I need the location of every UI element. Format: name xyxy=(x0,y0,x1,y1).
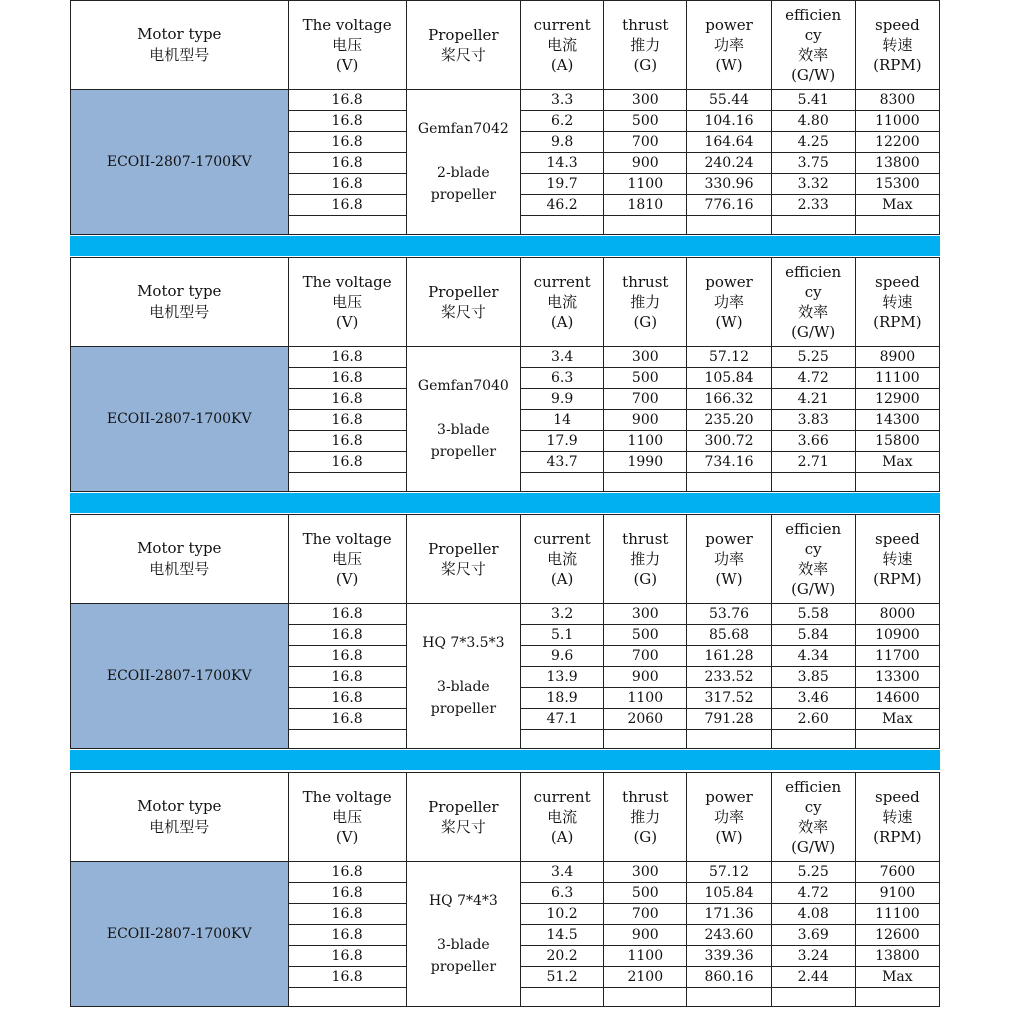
table-row xyxy=(71,862,940,883)
voltage-cell: 16.8 xyxy=(288,688,406,709)
thrust-cell: 500 xyxy=(604,625,687,646)
thrust-cell: 1990 xyxy=(604,452,687,473)
empty-cell xyxy=(288,730,406,749)
header-row xyxy=(71,773,940,862)
speed-cell: 8000 xyxy=(855,604,939,625)
thrust-cell: 700 xyxy=(604,132,687,153)
power-cell: 240.24 xyxy=(687,153,771,174)
header-power: power 功率 (W) xyxy=(687,258,771,347)
propeller-cell: Gemfan7040 3-blade propeller xyxy=(406,347,520,492)
voltage-cell: 16.8 xyxy=(288,904,406,925)
power-cell: 85.68 xyxy=(687,625,771,646)
efficiency-cell: 5.25 xyxy=(771,347,855,368)
header-voltage: The voltage 电压 (V) xyxy=(288,773,406,862)
thrust-cell: 1100 xyxy=(604,688,687,709)
voltage-cell: 16.8 xyxy=(288,153,406,174)
speed-cell: Max xyxy=(855,195,939,216)
current-cell: 3.4 xyxy=(521,862,604,883)
header-efficiency: efficien cy 效率 (G/W) xyxy=(771,515,855,604)
speed-cell: 12600 xyxy=(855,925,939,946)
voltage-cell: 16.8 xyxy=(288,883,406,904)
efficiency-cell: 2.33 xyxy=(771,195,855,216)
header-row xyxy=(71,258,940,347)
thrust-cell: 500 xyxy=(604,368,687,389)
voltage-cell: 16.8 xyxy=(288,625,406,646)
voltage-cell: 16.8 xyxy=(288,132,406,153)
empty-cell xyxy=(771,216,855,235)
header-current: current 电流 (A) xyxy=(521,515,604,604)
empty-cell xyxy=(288,473,406,492)
speed-cell: 11100 xyxy=(855,904,939,925)
voltage-cell: 16.8 xyxy=(288,195,406,216)
efficiency-cell: 5.41 xyxy=(771,90,855,111)
empty-cell xyxy=(604,216,687,235)
current-cell: 47.1 xyxy=(521,709,604,730)
efficiency-cell: 3.46 xyxy=(771,688,855,709)
table-row xyxy=(71,347,940,368)
header-current: current 电流 (A) xyxy=(521,258,604,347)
efficiency-cell: 2.71 xyxy=(771,452,855,473)
table-row xyxy=(71,90,940,111)
power-cell: 166.32 xyxy=(687,389,771,410)
voltage-cell: 16.8 xyxy=(288,709,406,730)
efficiency-cell: 3.83 xyxy=(771,410,855,431)
speed-cell: 11700 xyxy=(855,646,939,667)
power-cell: 57.12 xyxy=(687,862,771,883)
empty-cell xyxy=(771,473,855,492)
efficiency-cell: 3.66 xyxy=(771,431,855,452)
thrust-cell: 1100 xyxy=(604,174,687,195)
efficiency-cell: 3.69 xyxy=(771,925,855,946)
voltage-cell: 16.8 xyxy=(288,604,406,625)
header-voltage: The voltage 电压 (V) xyxy=(288,258,406,347)
header-current: current 电流 (A) xyxy=(521,1,604,90)
current-cell: 10.2 xyxy=(521,904,604,925)
empty-cell xyxy=(855,730,939,749)
efficiency-cell: 3.75 xyxy=(771,153,855,174)
speed-cell: 15300 xyxy=(855,174,939,195)
thrust-cell: 2100 xyxy=(604,967,687,988)
current-cell: 14.3 xyxy=(521,153,604,174)
empty-cell xyxy=(521,473,604,492)
empty-cell xyxy=(604,730,687,749)
current-cell: 14 xyxy=(521,410,604,431)
empty-cell xyxy=(687,988,771,1007)
header-motor-type: Motor type 电机型号 xyxy=(71,773,289,862)
header-motor-type: Motor type 电机型号 xyxy=(71,515,289,604)
header-thrust: thrust 推力 (G) xyxy=(604,1,687,90)
efficiency-cell: 5.25 xyxy=(771,862,855,883)
empty-cell xyxy=(604,473,687,492)
voltage-cell: 16.8 xyxy=(288,347,406,368)
power-cell: 300.72 xyxy=(687,431,771,452)
power-cell: 55.44 xyxy=(687,90,771,111)
current-cell: 6.3 xyxy=(521,368,604,389)
empty-cell xyxy=(687,216,771,235)
speed-cell: 10900 xyxy=(855,625,939,646)
speed-cell: 12900 xyxy=(855,389,939,410)
efficiency-cell: 5.84 xyxy=(771,625,855,646)
header-thrust: thrust 推力 (G) xyxy=(604,773,687,862)
efficiency-cell: 3.32 xyxy=(771,174,855,195)
speed-cell: 11000 xyxy=(855,111,939,132)
performance-table xyxy=(70,0,940,235)
speed-cell: 13300 xyxy=(855,667,939,688)
propeller-cell: Gemfan7042 2-blade propeller xyxy=(406,90,520,235)
header-row xyxy=(71,1,940,90)
speed-cell: 14300 xyxy=(855,410,939,431)
speed-cell: 8300 xyxy=(855,90,939,111)
header-power: power 功率 (W) xyxy=(687,1,771,90)
voltage-cell: 16.8 xyxy=(288,410,406,431)
power-cell: 734.16 xyxy=(687,452,771,473)
current-cell: 5.1 xyxy=(521,625,604,646)
power-cell: 317.52 xyxy=(687,688,771,709)
power-cell: 233.52 xyxy=(687,667,771,688)
current-cell: 13.9 xyxy=(521,667,604,688)
current-cell: 9.6 xyxy=(521,646,604,667)
empty-cell xyxy=(771,730,855,749)
speed-cell: 8900 xyxy=(855,347,939,368)
section-separator-band xyxy=(70,236,940,256)
speed-cell: Max xyxy=(855,452,939,473)
current-cell: 17.9 xyxy=(521,431,604,452)
current-cell: 6.2 xyxy=(521,111,604,132)
motor-model-cell: ECOII-2807-1700KV xyxy=(71,347,289,492)
efficiency-cell: 4.72 xyxy=(771,368,855,389)
header-motor-type: Motor type 电机型号 xyxy=(71,258,289,347)
empty-cell xyxy=(855,988,939,1007)
table-row xyxy=(71,604,940,625)
empty-cell xyxy=(521,216,604,235)
current-cell: 20.2 xyxy=(521,946,604,967)
speed-cell: Max xyxy=(855,967,939,988)
power-cell: 339.36 xyxy=(687,946,771,967)
voltage-cell: 16.8 xyxy=(288,174,406,195)
header-power: power 功率 (W) xyxy=(687,773,771,862)
motor-model-cell: ECOII-2807-1700KV xyxy=(71,90,289,235)
performance-table xyxy=(70,257,940,492)
speed-cell: 14600 xyxy=(855,688,939,709)
empty-cell xyxy=(288,988,406,1007)
current-cell: 46.2 xyxy=(521,195,604,216)
thrust-cell: 2060 xyxy=(604,709,687,730)
voltage-cell: 16.8 xyxy=(288,111,406,132)
thrust-cell: 300 xyxy=(604,347,687,368)
thrust-cell: 700 xyxy=(604,904,687,925)
speed-cell: Max xyxy=(855,709,939,730)
performance-table xyxy=(70,772,940,1007)
thrust-cell: 300 xyxy=(604,90,687,111)
thrust-cell: 700 xyxy=(604,389,687,410)
thrust-cell: 700 xyxy=(604,646,687,667)
thrust-cell: 300 xyxy=(604,604,687,625)
speed-cell: 9100 xyxy=(855,883,939,904)
voltage-cell: 16.8 xyxy=(288,646,406,667)
power-cell: 791.28 xyxy=(687,709,771,730)
efficiency-cell: 3.24 xyxy=(771,946,855,967)
header-voltage: The voltage 电压 (V) xyxy=(288,1,406,90)
motor-model-cell: ECOII-2807-1700KV xyxy=(71,862,289,1007)
header-propeller: Propeller 桨尺寸 xyxy=(406,1,520,90)
empty-cell xyxy=(521,730,604,749)
power-cell: 105.84 xyxy=(687,883,771,904)
empty-cell xyxy=(771,988,855,1007)
propeller-cell: HQ 7*4*3 3-blade propeller xyxy=(406,862,520,1007)
header-efficiency: efficien cy 效率 (G/W) xyxy=(771,258,855,347)
current-cell: 6.3 xyxy=(521,883,604,904)
header-voltage: The voltage 电压 (V) xyxy=(288,515,406,604)
performance-table xyxy=(70,514,940,749)
power-cell: 330.96 xyxy=(687,174,771,195)
empty-cell xyxy=(855,473,939,492)
motor-model-cell: ECOII-2807-1700KV xyxy=(71,604,289,749)
header-motor-type: Motor type 电机型号 xyxy=(71,1,289,90)
header-propeller: Propeller 桨尺寸 xyxy=(406,773,520,862)
voltage-cell: 16.8 xyxy=(288,90,406,111)
power-cell: 776.16 xyxy=(687,195,771,216)
header-speed: speed 转速 (RPM) xyxy=(855,773,939,862)
current-cell: 14.5 xyxy=(521,925,604,946)
header-speed: speed 转速 (RPM) xyxy=(855,258,939,347)
current-cell: 9.9 xyxy=(521,389,604,410)
thrust-cell: 500 xyxy=(604,111,687,132)
thrust-cell: 900 xyxy=(604,667,687,688)
current-cell: 3.2 xyxy=(521,604,604,625)
header-row xyxy=(71,515,940,604)
voltage-cell: 16.8 xyxy=(288,946,406,967)
power-cell: 164.64 xyxy=(687,132,771,153)
power-cell: 104.16 xyxy=(687,111,771,132)
thrust-cell: 500 xyxy=(604,883,687,904)
efficiency-cell: 3.85 xyxy=(771,667,855,688)
power-cell: 53.76 xyxy=(687,604,771,625)
voltage-cell: 16.8 xyxy=(288,667,406,688)
current-cell: 19.7 xyxy=(521,174,604,195)
voltage-cell: 16.8 xyxy=(288,925,406,946)
empty-cell xyxy=(288,216,406,235)
empty-cell xyxy=(687,473,771,492)
header-efficiency: efficien cy 效率 (G/W) xyxy=(771,1,855,90)
thrust-cell: 900 xyxy=(604,410,687,431)
speed-cell: 15800 xyxy=(855,431,939,452)
empty-cell xyxy=(521,988,604,1007)
empty-cell xyxy=(604,988,687,1007)
voltage-cell: 16.8 xyxy=(288,452,406,473)
efficiency-cell: 4.25 xyxy=(771,132,855,153)
power-cell: 235.20 xyxy=(687,410,771,431)
power-cell: 243.60 xyxy=(687,925,771,946)
power-cell: 860.16 xyxy=(687,967,771,988)
speed-cell: 7600 xyxy=(855,862,939,883)
efficiency-cell: 4.72 xyxy=(771,883,855,904)
efficiency-cell: 2.44 xyxy=(771,967,855,988)
current-cell: 51.2 xyxy=(521,967,604,988)
efficiency-cell: 2.60 xyxy=(771,709,855,730)
voltage-cell: 16.8 xyxy=(288,862,406,883)
section-separator-band xyxy=(70,493,940,513)
section-separator-band xyxy=(70,750,940,770)
efficiency-cell: 4.80 xyxy=(771,111,855,132)
thrust-cell: 1810 xyxy=(604,195,687,216)
thrust-cell: 1100 xyxy=(604,431,687,452)
voltage-cell: 16.8 xyxy=(288,431,406,452)
header-propeller: Propeller 桨尺寸 xyxy=(406,258,520,347)
power-cell: 171.36 xyxy=(687,904,771,925)
propeller-cell: HQ 7*3.5*3 3-blade propeller xyxy=(406,604,520,749)
header-efficiency: efficien cy 效率 (G/W) xyxy=(771,773,855,862)
power-cell: 105.84 xyxy=(687,368,771,389)
voltage-cell: 16.8 xyxy=(288,389,406,410)
current-cell: 43.7 xyxy=(521,452,604,473)
efficiency-cell: 4.34 xyxy=(771,646,855,667)
thrust-cell: 1100 xyxy=(604,946,687,967)
efficiency-cell: 4.21 xyxy=(771,389,855,410)
power-cell: 57.12 xyxy=(687,347,771,368)
voltage-cell: 16.8 xyxy=(288,967,406,988)
header-current: current 电流 (A) xyxy=(521,773,604,862)
speed-cell: 11100 xyxy=(855,368,939,389)
efficiency-cell: 5.58 xyxy=(771,604,855,625)
thrust-cell: 900 xyxy=(604,153,687,174)
current-cell: 3.3 xyxy=(521,90,604,111)
header-speed: speed 转速 (RPM) xyxy=(855,515,939,604)
power-cell: 161.28 xyxy=(687,646,771,667)
header-propeller: Propeller 桨尺寸 xyxy=(406,515,520,604)
thrust-cell: 900 xyxy=(604,925,687,946)
speed-cell: 13800 xyxy=(855,153,939,174)
speed-cell: 12200 xyxy=(855,132,939,153)
header-power: power 功率 (W) xyxy=(687,515,771,604)
current-cell: 3.4 xyxy=(521,347,604,368)
empty-cell xyxy=(687,730,771,749)
header-speed: speed 转速 (RPM) xyxy=(855,1,939,90)
empty-cell xyxy=(855,216,939,235)
header-thrust: thrust 推力 (G) xyxy=(604,515,687,604)
efficiency-cell: 4.08 xyxy=(771,904,855,925)
current-cell: 18.9 xyxy=(521,688,604,709)
header-thrust: thrust 推力 (G) xyxy=(604,258,687,347)
voltage-cell: 16.8 xyxy=(288,368,406,389)
thrust-cell: 300 xyxy=(604,862,687,883)
speed-cell: 13800 xyxy=(855,946,939,967)
current-cell: 9.8 xyxy=(521,132,604,153)
